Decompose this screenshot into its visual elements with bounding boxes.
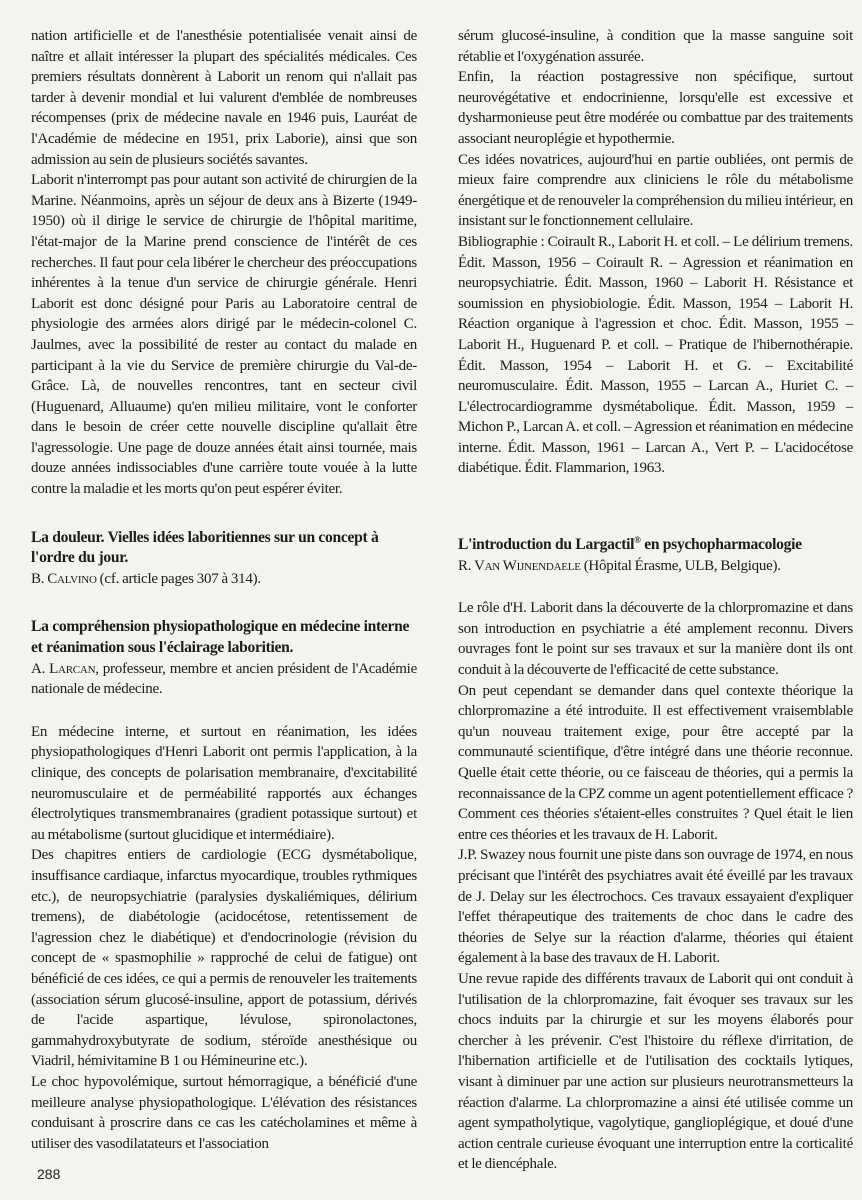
section-authors xyxy=(31,659,417,700)
author-affiliation: (cf. article pages 307 à 314). xyxy=(96,570,261,587)
section-authors xyxy=(458,556,853,577)
left-column xyxy=(31,26,417,1154)
paragraph: Le choc hypovolémique, surtout hémorragique, a bénéficié d'une meilleure analyse physiopathologique. L'élévation des résistances conduisant à proscrire dans ce cas les catécholamines et même à utiliser des vasodilatateurs et l'association xyxy=(31,1073,417,1152)
author-name: B. Calvino xyxy=(31,570,97,587)
paragraph: Des chapitres entiers de cardiologie (ECG dysmétabolique, insuffisance cardiaque, infarctus myocardique, troubles rythmiques etc.), de neuropsychiatrie (paralysies dyskaliémiques, délirium tremens), de diabétologie (acidocétose, retentissement de l'agression chez le diabétique) et d'endocrinologie (révision du concept de « spasmophilie » rapproché de celui de fatigue) ont bénéficié de ces idées, ce qui a permis de renouveler les traitements (association sérum glucosé-insuline, apport de potassium, dérivés de l'acide aspartique, lévulose, spironolactones, gammahydroxybutyrate de sodium, stéroïde anesthésique ou Viadril, hémivitamine B 1 ou Hémineurine etc.). xyxy=(31,847,417,1070)
paragraph: nation artificielle et de l'anesthésie potentialisée venait ainsi de naître et allait intéresser la plupart des spécialités médicales. Ces premiers résultats donnèrent à Laborit un renom qui n'allait pas tarder à devenir mondial et lui valurent d'emblée de nombreuses récompenses (prix de médecine navale en 1946 puis, Lauréat de l'Académie de médecine en 1951, prix Laborie), ainsi que son admission au sein de plusieurs sociétés savantes. xyxy=(31,28,417,168)
paragraph: Ces idées novatrices, aujourd'hui en partie oubliées, ont permis de mieux faire comprendre aux cliniciens le rôle du métabolisme énergétique et de renouveler la compréhension du milieu intérieur, en insistant sur le fonctionnement cellulaire. xyxy=(458,151,853,230)
page-number: 288 xyxy=(37,1166,61,1182)
section-authors xyxy=(31,569,417,590)
right-column xyxy=(458,26,853,1175)
paragraph: On peut cependant se demander dans quel contexte théorique la chlorpromazine a été introduite. Il est effectivement vraisemblable qu'un nouveau traitement exige, pour être accepté par la communauté scientifique, d'être intégré dans une théorie reconnue. Quelle était cette théorie, ou ce faisceau de théories, qui a permis la reconnaissance de la CPZ comme un agent potentiellement efficace ? Comment ces théories s'étaient-elles construites ? Quel était le lien entre ces théories et les travaux de H. Laborit. xyxy=(458,682,853,843)
section-title-part: L'introduction du Largactil xyxy=(458,536,635,554)
author-name: A. Larcan xyxy=(31,660,96,677)
paragraph: Enfin, la réaction postagressive non spécifique, surtout neurovégétative et endocrinienne, lorsqu'elle est excessive et dysharmonieuse peut être modérée ou combattue par des traitements associant neuroplégie et hypothermie. xyxy=(458,69,853,147)
section-title-part: en psychopharmacologie xyxy=(640,536,802,554)
paragraph: Laborit n'interrompt pas pour autant son activité de chirurgien de la Marine. Néanmoins, après un séjour de deux ans à Bizerte (1949-1950) où il dirige le service de chirurgie de l'hôpital maritime, l'état-major de la Marine prend conscience de l'intérêt de ces recherches. Il faut pour cela libérer le chercheur des préoccupations inhérentes à la tenue d'un service de chirurgie générale. Henri Laborit est donc désigné pour Paris au Laboratoire central de physiologie des armées alors dirigé par le médecin-colonel C. Jaulmes, avec la possibilité de rester au contact du malade en participant à la vie du Service de première chirurgie du Val-de-Grâce. Là, de nouvelles rencontres, tant en secteur civil (Huguenard, Alluaume) qu'en milieu militaire, vont le conforter dans le besoin de créer cette nouvelle discipline qu'allait être l'agressologie. Une page de douze années était ainsi tournée, mais douze années indissociables d'une carrière toute vouée à la lutte contre la maladie et les morts qu'on peut espérer éviter. xyxy=(31,172,417,498)
section-title-comprehension: La compréhension physiopathologique en médecine interne et réanimation sous l'éclairage laboritien. xyxy=(31,618,410,657)
paragraph: Une revue rapide des différents travaux de Laborit qui ont conduit à l'utilisation de la chlorpromazine, fait évoquer ses travaux sur les chocs induits par la chirurgie et sur les moyens élaborés pour chercher à les prévenir. C'est l'histoire du réflexe d'irritation, de l'hibernation artificielle et de l'utilisation des cocktails lytiques, visant à diminuer par une action sur plusieurs neurotransmetteurs la réaction d'alarme. La chlorpromazine a ainsi été utilisée comme un agent sympatholytique, vagolytique, ganglioplégique, et doué d'une action centrale curieuse évoquant une interruption entre la corticalité et le diencéphale. xyxy=(458,970,853,1173)
paragraph: En médecine interne, et surtout en réanimation, les idées physiopathologiques d'Henri Laborit ont permis l'application, à la clinique, des concepts de polarisation membranaire, d'excitabilité neuromusculaire et de perméabilité rapportés aux échanges électrolytiques transmembranaires (gradient potassique surtout) et au métabolisme (surtout glucidique et intermédiaire). xyxy=(31,723,417,843)
author-affiliation: , professeur, membre et ancien président de l'Académie nationale de médecine. xyxy=(31,660,417,698)
author-affiliation: (Hôpital Érasme, ULB, Belgique). xyxy=(580,557,781,574)
paragraph: J.P. Swazey nous fournit une piste dans son ouvrage de 1974, en nous précisant que l'intérêt des psychiatres avait été éveillé par les travaux de J. Delay sur les électrochocs. Ces travaux essayaient d'expliquer l'effet thérapeutique des traitements de choc dans le cadre des théories de Selye sur la réaction d'alarme, théories qui étaient également à la base des travaux de H. Laborit. xyxy=(458,847,853,967)
bibliography: Bibliographie : Coirault R., Laborit H. et coll. – Le délirium tremens. Édit. Masson, 1956 – Coirault R. – Agression et réanimation en neuropsychiatrie. Édit. Masson, 1960 – Laborit H. Résistance et soumission en physiobiologie. Édit. Masson, 1954 – Laborit H. Réaction organique à l'agression et choc. Édit. Masson, 1955 – Laborit H., Huguenard P. et coll. – Pratique de l'hibernothérapie. Édit. Masson, 1954 – Laborit H. et G. – Excitabilité neuromusculaire. Édit. Masson, 1955 – Larcan A., Huriet C. – L'électrocardiogramme dysmétabolique. Édit. Masson, 1959 – Michon P., Larcan A. et coll. – Agression et réanimation en médecine interne. Édit. Masson, 1961 – Larcan A., Vert P. – L'acidocétose diabétique. Édit. Flammarion, 1963. xyxy=(458,233,853,477)
registered-mark: ® xyxy=(634,534,641,545)
section-title-largactil xyxy=(458,535,853,556)
paragraph: sérum glucosé-insuline, à condition que la masse sanguine soit rétablie et l'oxygénation assurée. xyxy=(458,28,853,65)
paragraph: Le rôle d'H. Laborit dans la découverte de la chlorpromazine et dans son introduction en psychiatrie a été amplement reconnu. Divers ouvrages font le point sur ses travaux et sur la manière dont ils ont conduit à la découverte de l'efficacité de cette substance. xyxy=(458,600,853,679)
author-name: R. Van Wijnendaele xyxy=(458,557,581,574)
section-title-douleur: La douleur. Vielles idées laboritiennes sur un concept à l'ordre du jour. xyxy=(31,528,379,567)
